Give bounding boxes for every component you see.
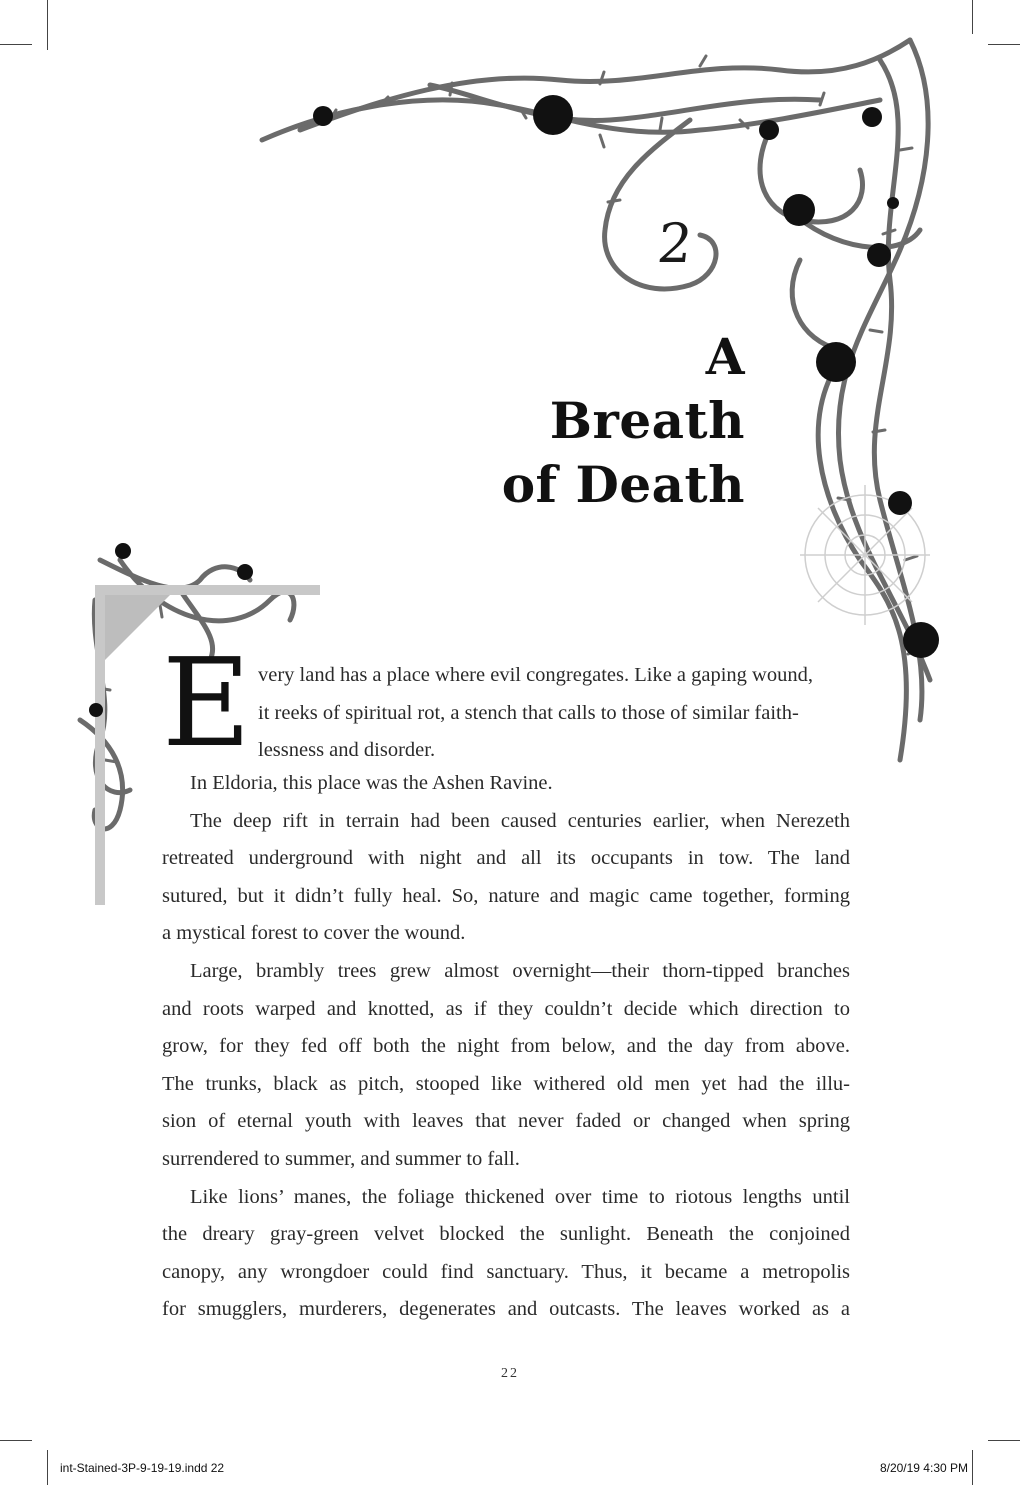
body-text (162, 765, 850, 1329)
text-line: sutured, but it didn’t fully heal. So, nature and magic came together, forming (162, 884, 850, 907)
drop-cap-paragraph (258, 657, 858, 770)
text-line: The deep rift in terrain had been caused centuries earlier, when Nerezeth (190, 809, 850, 832)
chapter-title-line2: of Death (501, 455, 745, 514)
slug-filename: int-Stained-3P-9-19-19.indd 22 (60, 1461, 225, 1475)
text-line: it reeks of spiritual rot, a stench that calls to those of similar faith- (258, 701, 799, 724)
text-line: surrendered to summer, and summer to fall. (162, 1147, 520, 1170)
chapter-number: 2 (654, 212, 696, 275)
page-number: 22 (501, 1366, 519, 1381)
chapter-title-line1: A Breath (549, 327, 745, 450)
text-line: and roots warped and knotted, as if they couldn’t decide which direction to (162, 997, 850, 1020)
chapter-title (500, 325, 745, 517)
text-line: grow, for they fed off both the night from below, and the day from above. (162, 1035, 850, 1058)
paragraph (162, 953, 850, 1179)
text-line: retreated underground with night and all its occupants in tow. The land (162, 847, 850, 870)
text-line: for smugglers, murderers, degenerates and outcasts. The leaves worked as a (162, 1298, 850, 1321)
text-line: lessness and disorder. (258, 739, 436, 762)
text-line: the dreary gray-green velvet blocked the sunlight. Beneath the conjoined (162, 1223, 850, 1246)
text-line: The trunks, black as pitch, stooped like withered old men yet had the illu- (162, 1072, 850, 1095)
slug-timestamp: 8/20/19 4:30 PM (879, 1461, 968, 1475)
paragraph (162, 765, 850, 803)
paragraph (162, 803, 850, 953)
drop-cap: E (162, 632, 252, 774)
paragraph (162, 1179, 850, 1329)
text-line: In Eldoria, this place was the Ashen Ravine. (190, 772, 553, 794)
text-line: a mystical forest to cover the wound. (162, 922, 466, 945)
text-line: Large, brambly trees grew almost overnight—their thorn-tipped branches (190, 959, 850, 982)
text-line: Like lions’ manes, the foliage thickened over time to riotous lengths until (190, 1185, 850, 1208)
text-line: very land has a place where evil congregates. Like a gaping wound, (258, 664, 813, 686)
text-line: sion of eternal youth with leaves that never faded or changed when spring (162, 1110, 850, 1133)
text-line: canopy, any wrongdoer could find sanctuary. Thus, it became a metropolis (162, 1260, 850, 1283)
